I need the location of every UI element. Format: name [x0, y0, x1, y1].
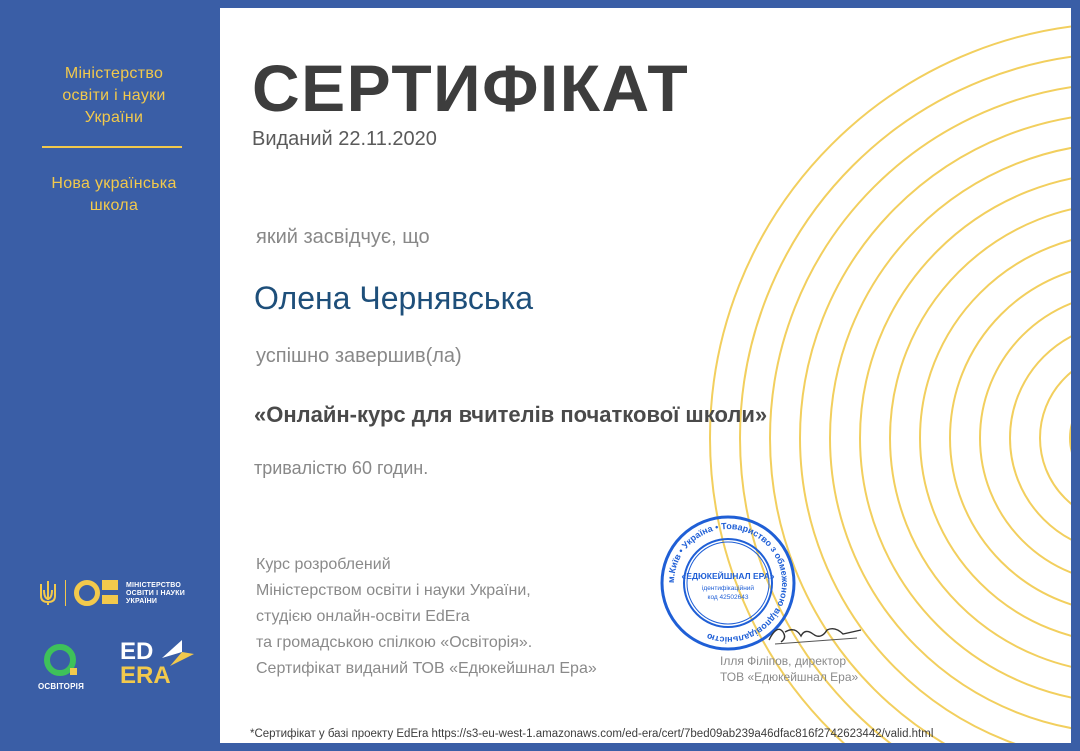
stamp-company-name: «ЕДЮКЕЙШНАЛ ЕРА» — [681, 571, 775, 581]
signer-info — [720, 653, 910, 685]
stamp-id-code: код 42502643 — [707, 594, 749, 601]
developer-info — [256, 552, 676, 682]
mon-logo — [38, 578, 208, 608]
developer-line: та громадською спілкою «Освіторія». — [256, 634, 533, 651]
logo-separator — [65, 580, 66, 606]
edera-top-text: ED — [120, 638, 154, 665]
issue-date: Виданий 22.11.2020 — [252, 128, 437, 150]
mon-logo-line: ОСВІТИ І НАУКИ — [126, 590, 185, 597]
certificate-sheet — [220, 8, 1071, 743]
sidebar — [8, 8, 220, 743]
ministry-line: України — [84, 109, 144, 126]
ministry-line: Міністерство — [64, 65, 164, 82]
mon-logo-line: УКРАЇНИ — [126, 598, 158, 605]
mon-block-icon — [102, 580, 118, 590]
signer-company: ТОВ «Едюкейшнал Ера» — [720, 670, 859, 684]
trident-icon — [38, 580, 58, 606]
osvitoria-dot-icon — [70, 668, 77, 675]
completed-text: успішно завершив(ла) — [256, 345, 462, 367]
osvitoria-label: ОСВІТОРІЯ — [38, 682, 85, 691]
mon-logo-line: МІНІСТЕРСТВО — [126, 582, 181, 589]
verification-footnote: *Сертифікат у базі проекту EdEra https://s3-eu-west-1.amazonaws.com/ed-era/cert/7bed09ab239a46dfac816f2742623442/valid.html — [250, 728, 934, 740]
edera-pages-icon — [160, 638, 196, 668]
stamp-id-label: ідентифікаційний — [701, 585, 755, 592]
osvitoria-logo — [38, 644, 88, 696]
course-duration: тривалістю 60 годин. — [254, 458, 429, 478]
sidebar-divider — [42, 146, 182, 148]
certificate-title: СЕРТИФІКАТ — [252, 51, 690, 125]
edera-logo — [120, 638, 200, 698]
edera-bottom-text: ERA — [120, 662, 171, 689]
ministry-line: освіти і науки — [62, 87, 166, 104]
attest-text: який засвідчує, що — [256, 226, 430, 248]
nus-line: Нова українська — [51, 175, 177, 192]
ministry-heading — [8, 63, 220, 129]
developer-line: Міністерством освіти і науки України, — [256, 582, 531, 599]
recipient-name: Олена Чернявська — [254, 280, 534, 316]
mon-logo-text — [126, 582, 185, 606]
nus-heading — [8, 173, 220, 217]
developer-line: Курс розроблений — [256, 556, 391, 573]
course-title: «Онлайн-курс для вчителів початкової школи» — [254, 402, 768, 427]
director-signature — [765, 618, 865, 648]
signer-name: Ілля Філіпов, директор — [720, 654, 846, 668]
stamp-outer-text: м.Київ • Україна • Товариство з обмеженою відповідальністю — [665, 520, 791, 646]
mon-ring-icon — [74, 580, 100, 606]
nus-line: школа — [89, 197, 139, 214]
developer-line: студією онлайн-освіти EdEra — [256, 608, 470, 625]
developer-line: Сертифікат виданий ТОВ «Едюкейшнал Ера» — [256, 660, 597, 677]
mon-block-icon — [102, 595, 118, 604]
